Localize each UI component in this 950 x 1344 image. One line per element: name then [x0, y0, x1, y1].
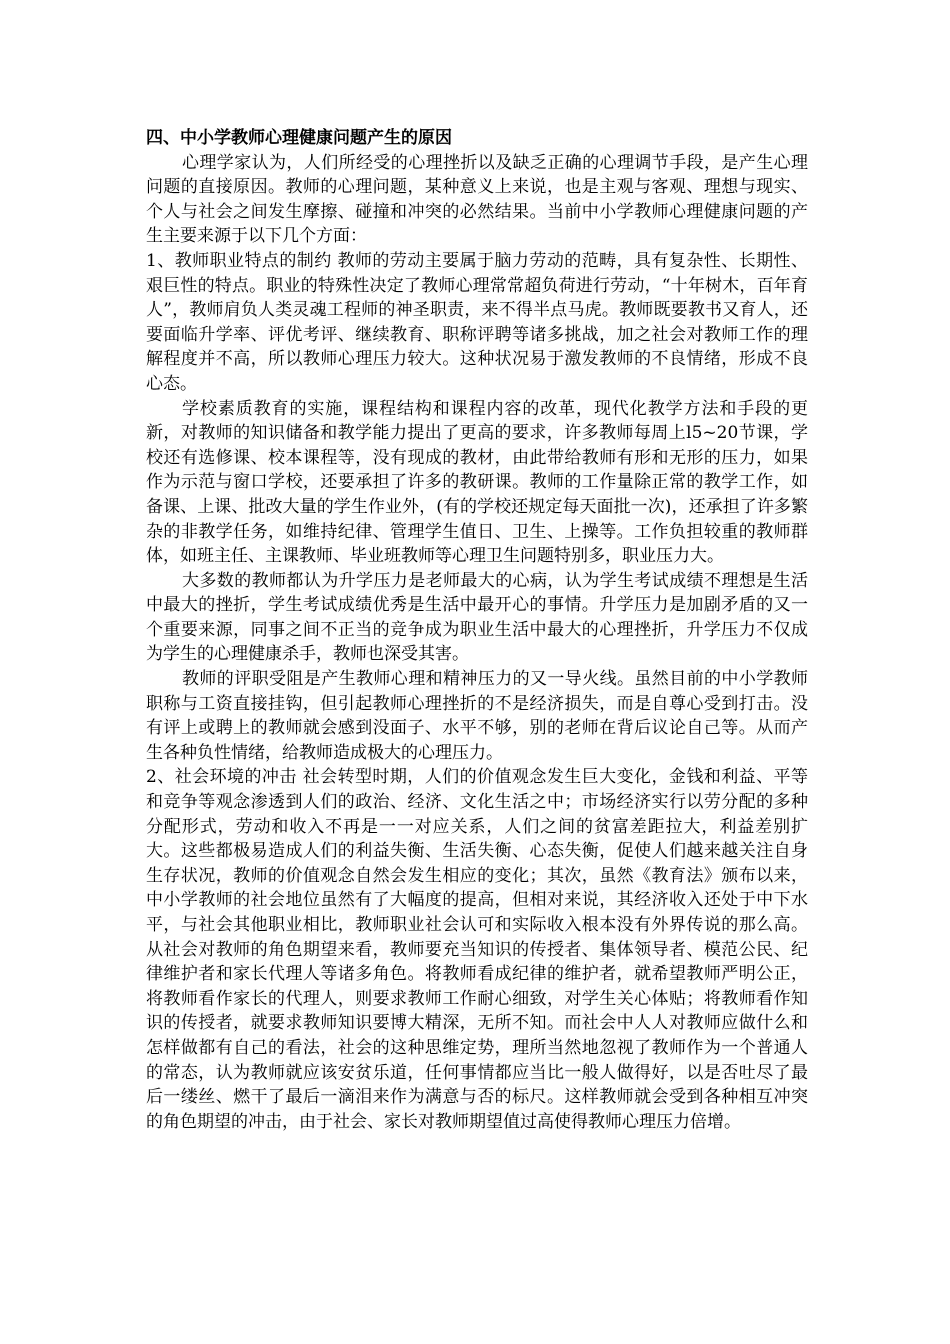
paragraph-exam-pressure: 大多数的教师都认为升学压力是老师最大的心病，认为学生考试成绩不理想是生活中最大的挫折，学生考试成绩优秀是生活中最开心的事情。升学压力是加剧矛盾的又一个重要来源，同事之间不正当的竞争成为职业生活中最大的心理挫折，升学压力不仅成为学生的心理健康杀手，教师也深受其害。: [146, 570, 808, 665]
paragraph-point-1: 1、教师职业特点的制约 教师的劳动主要属于脑力劳动的范畴，具有复杂性、长期性、艰巨性的特点。职业的特殊性决定了教师心理常常超负荷进行劳动，“十年树木，百年育人”，教师肩负人类灵魂工程师的神圣职责，来不得半点马虎。教师既要教书又育人，还要面临升学率、评优考评、继续教育、职称评聘等诸多挑战，加之社会对教师工作的理解程度并不高，所以教师心理压力较大。这种状况易于激发教师的不良情绪，形成不良心态。: [146, 250, 808, 394]
paragraph-intro: 心理学家认为，人们所经受的心理挫折以及缺乏正确的心理调节手段，是产生心理问题的直接原因。教师的心理问题，某种意义上来说，也是主观与客观、理想与现实、个人与社会之间发生摩擦、碰撞和冲突的必然结果。当前中小学教师心理健康问题的产生主要来源于以下几个方面：: [146, 152, 808, 247]
document-body: [146, 126, 808, 1134]
section-heading: 四、中小学教师心理健康问题产生的原因: [146, 128, 452, 148]
paragraph-title-evaluation: 教师的评职受阻是产生教师心理和精神压力的又一导火线。虽然目前的中小学教师职称与工资直接挂钩，但引起教师心理挫折的不是经济损失，而是自尊心受到打击。没有评上或聘上的教师就会感到没面子、水平不够，别的老师在背后议论自己等。从而产生各种负性情绪，给教师造成极大的心理压力。: [146, 669, 808, 763]
paragraph-point-2: 2、社会环境的冲击 社会转型时期，人们的价值观念发生巨大变化，金钱和利益、平等和竞争等观念渗透到人们的政治、经济、文化生活之中；市场经济实行以劳分配的多种分配形式，劳动和收入不再是一一对应关系，人们之间的贫富差距拉大，利益差别扩大。这些都极易造成人们的利益失衡、生活失衡、心态失衡，促使人们越来越关注自身生存状况，教师的价值观念自然会发生相应的变化；其次，虽然《教育法》颁布以来，中小学教师的社会地位虽然有了大幅度的提高，但相对来说，其经济收入还处于中下水平，与社会其他职业相比，教师职业社会认可和实际收入根本没有外界传说的那么高。从社会对教师的角色期望来看，教师要充当知识的传授者、集体领导者、模范公民、纪律维护者和家长代理人等诸多角色。将教师看成纪律的维护者，就希望教师严明公正，将教师看作家长的代理人，则要求教师工作耐心细致，对学生关心体贴；将教师看作知识的传授者，就要求教师知识要博大精深，无所不知。而社会中人人对教师应做什么和怎样做都有自己的看法，社会的这种思维定势，理所当然地忽视了教师作为一个普通人的常态，认为教师就应该安贫乐道，任何事情都应当比一般人做得好，以是否吐尽了最后一缕丝、燃干了最后一滴泪来作为满意与否的标尺。这样教师就会受到各种相互冲突的角色期望的冲击，由于社会、家长对教师期望值过高使得教师心理压力倍增。: [146, 767, 808, 1132]
paragraph-workload: 学校素质教育的实施，课程结构和课程内容的改革，现代化教学方法和手段的更新，对教师的知识储备和教学能力提出了更高的要求，许多教师每周上l5~20节课，学校还有选修课、校本课程等，没有现成的教材，由此带给教师有形和无形的压力，如果作为示范与窗口学校，还要承担了许多的教研课。教师的工作量除正常的教学工作，如备课、上课、批改大量的学生作业外，(有的学校还规定每天面批一次)，还承担了许多繁杂的非教学任务，如维持纪律、管理学生值日、卫生、上操等。工作负担较重的教师群体，如班主任、主课教师、毕业班教师等心理卫生问题特别多，职业压力大。: [146, 398, 808, 567]
